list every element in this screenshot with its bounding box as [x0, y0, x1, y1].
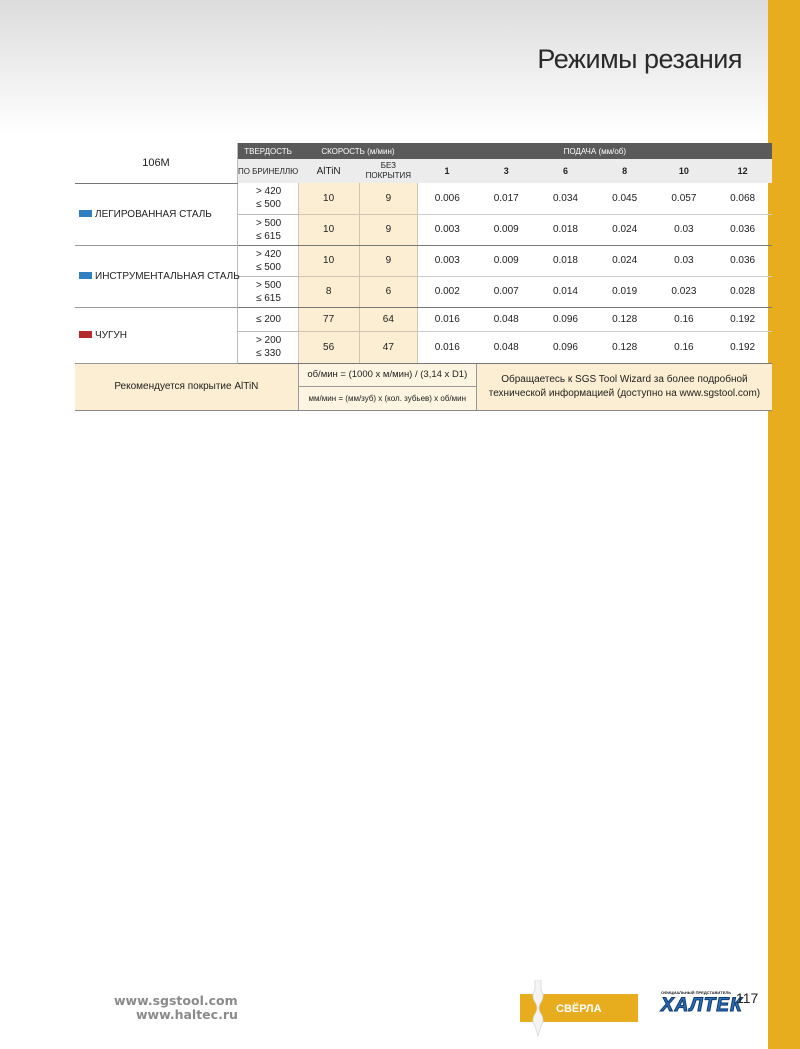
- feed-value: 0.018: [536, 214, 595, 245]
- representative-label: ОФИЦИАЛЬНЫЙ ПРЕДСТАВИТЕЛЬ: [661, 990, 732, 995]
- speed-uncoated: 9: [359, 214, 418, 245]
- speed-uncoated: 9: [359, 183, 418, 214]
- feed-label: ПОДАЧА: [563, 146, 597, 156]
- feed-value: 0.002: [418, 276, 477, 307]
- feed-value: 0.016: [418, 307, 477, 331]
- diameter-col: 6: [536, 159, 595, 183]
- feed-value: 0.068: [713, 183, 772, 214]
- feed-value: 0.128: [595, 307, 655, 331]
- feed-value: 0.048: [476, 331, 536, 363]
- tool-wizard-info: [476, 363, 772, 410]
- material-color-swatch: [79, 331, 92, 338]
- material-name: ИНСТРУМЕНТАЛЬНАЯ СТАЛЬ: [95, 270, 240, 282]
- feed-value: 0.192: [713, 307, 772, 331]
- feed-value: 0.016: [418, 331, 477, 363]
- feed-value: 0.192: [713, 331, 772, 363]
- feed-value: 0.014: [536, 276, 595, 307]
- feed-value: 0.009: [476, 245, 536, 276]
- feed-value: 0.036: [713, 214, 772, 245]
- feed-value: 0.128: [595, 331, 655, 363]
- speed-col-altin: AlTiN: [298, 159, 359, 183]
- feed-value: 0.057: [655, 183, 714, 214]
- diameter-col: 3: [476, 159, 536, 183]
- feed-value: 0.006: [418, 183, 477, 214]
- table-footer-row: [75, 363, 772, 387]
- speed-altin: 8: [298, 276, 359, 307]
- speed-altin: 77: [298, 307, 359, 331]
- table-row: [75, 245, 772, 276]
- haltec-website-url: www.haltec.ru: [136, 1007, 238, 1022]
- coating-recommendation: Рекомендуется покрытие AlTiN: [75, 363, 298, 410]
- feed-value: 0.024: [595, 245, 655, 276]
- hardness-min: > 420: [255, 186, 282, 198]
- feed-formula: мм/мин = (мм/зуб) x (кол. зубьев) x об/мин: [298, 387, 476, 411]
- material-tool-steel: [75, 245, 240, 307]
- info-line-1: Обращаетесь к SGS Tool Wizard за более подробной: [501, 373, 748, 385]
- feed-value: 0.045: [595, 183, 655, 214]
- feed-value: 0.019: [595, 276, 655, 307]
- diameter-col: 10: [655, 159, 714, 183]
- material-alloy-steel: [75, 183, 237, 245]
- side-accent-bar: [768, 0, 800, 1049]
- rpm-formula: об/мин = (1000 x м/мин) / (3,14 x D1): [298, 363, 476, 387]
- diameter-col: 1: [418, 159, 477, 183]
- feed-value: 0.096: [536, 331, 595, 363]
- feed-value: 0.003: [418, 245, 477, 276]
- speed-header: [298, 143, 417, 159]
- feed-value: 0.034: [536, 183, 595, 214]
- haltec-logo: ХАЛТЕК: [661, 995, 743, 1016]
- hardness-value: [237, 214, 298, 245]
- hardness-value: [237, 183, 298, 214]
- sgs-website-url: www.sgstool.com: [114, 993, 238, 1008]
- info-line-2: технической информацией (доступно на www.sgstool.com): [488, 387, 761, 399]
- speed-altin: 10: [298, 214, 359, 245]
- hardness-header: ТВЕРДОСТЬ: [237, 143, 298, 159]
- speed-altin: 10: [298, 245, 359, 276]
- feed-value: 0.16: [655, 307, 714, 331]
- material-name: ЛЕГИРОВАННАЯ СТАЛЬ: [95, 208, 212, 220]
- hardness-value: [237, 276, 298, 307]
- speed-label: СКОРОСТЬ: [321, 146, 365, 156]
- feed-value: 0.048: [476, 307, 536, 331]
- feed-header: [418, 143, 772, 159]
- hardness-max: ≤ 615: [255, 230, 281, 242]
- speed-altin: 10: [298, 183, 359, 214]
- section-label: СВЁРЛА: [556, 1003, 602, 1015]
- material-cast-iron: [75, 307, 237, 363]
- hardness-max: ≤ 500: [255, 199, 281, 211]
- material-color-swatch: [79, 272, 92, 279]
- feed-value: 0.028: [713, 276, 772, 307]
- feed-unit: (мм/об): [598, 146, 627, 156]
- hardness-value: [237, 307, 298, 331]
- tool-code: 106M: [75, 143, 237, 183]
- page-number: 117: [736, 990, 759, 1006]
- hardness-max: ≤ 200: [255, 313, 281, 325]
- speed-unit: (м/мин): [367, 146, 395, 156]
- hardness-max: ≤ 500: [255, 261, 281, 273]
- hardness-value: [237, 331, 298, 363]
- feed-value: 0.024: [595, 214, 655, 245]
- speed-uncoated: 47: [359, 331, 418, 363]
- hardness-min: > 200: [255, 335, 282, 346]
- diameter-col: 8: [595, 159, 655, 183]
- table-row: [75, 183, 772, 214]
- feed-value: 0.036: [713, 245, 772, 276]
- feed-value: 0.16: [655, 331, 714, 363]
- page-title: Режимы резания: [537, 44, 742, 74]
- feed-value: 0.007: [476, 276, 536, 307]
- hardness-max: ≤ 615: [255, 292, 281, 304]
- hardness-value: [237, 245, 298, 276]
- speed-col-uncoated: БЕЗ ПОКРЫТИЯ: [359, 159, 418, 183]
- drill-icon: [523, 980, 553, 1042]
- feed-value: 0.03: [655, 214, 714, 245]
- hardness-min: > 500: [255, 217, 282, 229]
- speed-uncoated: 6: [359, 276, 418, 307]
- speed-altin: 56: [298, 331, 359, 363]
- speed-uncoated: 64: [359, 307, 418, 331]
- feed-value: 0.023: [655, 276, 714, 307]
- feed-value: 0.017: [476, 183, 536, 214]
- hardness-min: > 500: [255, 279, 282, 291]
- cutting-data-table: [75, 143, 772, 411]
- hardness-max: ≤ 330: [255, 348, 281, 359]
- feed-value: 0.096: [536, 307, 595, 331]
- feed-value: 0.009: [476, 214, 536, 245]
- diameter-col: 12: [713, 159, 772, 183]
- feed-value: 0.018: [536, 245, 595, 276]
- feed-value: 0.003: [418, 214, 477, 245]
- material-color-swatch: [79, 210, 92, 217]
- section-underline: [556, 1022, 631, 1023]
- hardness-sub-header: ПО БРИНЕЛЛЮ: [237, 159, 298, 183]
- material-name: ЧУГУН: [95, 329, 128, 341]
- speed-uncoated: 9: [359, 245, 418, 276]
- table-row: [75, 307, 772, 331]
- feed-value: 0.03: [655, 245, 714, 276]
- hardness-min: > 420: [255, 248, 282, 260]
